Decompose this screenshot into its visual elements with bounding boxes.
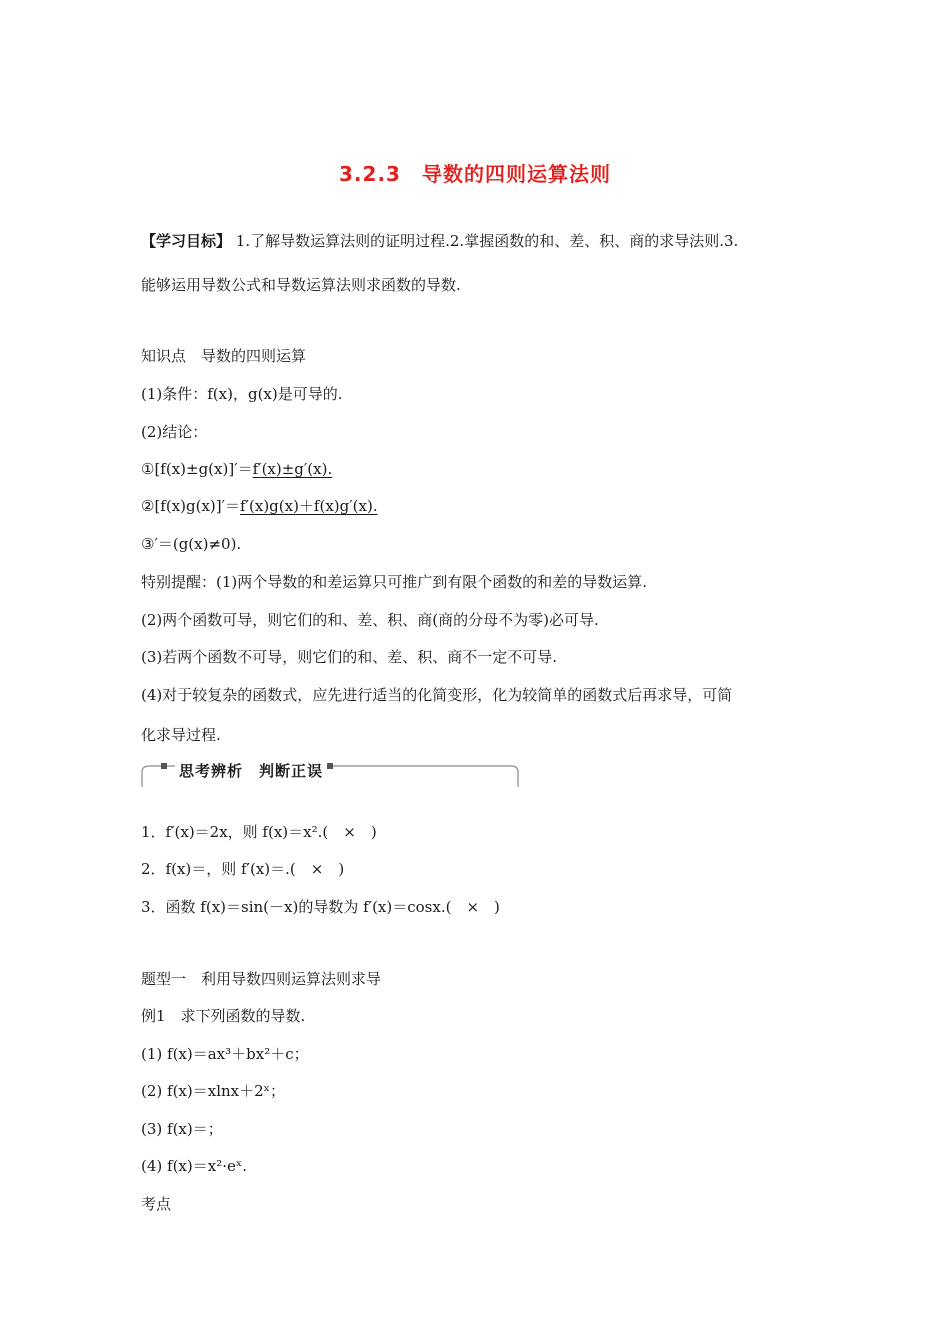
example-item-1: (1) f(x)＝ax³＋bx²＋c； (141, 1045, 309, 1063)
tip-line-4b: 化求导过程. (141, 726, 221, 744)
rule-product-prefix: ②[f(x)g(x)]′＝ (141, 497, 241, 515)
type1-heading: 题型一 利用导数四则运算法则求导 (141, 970, 382, 988)
example-item-4: (4) f(x)＝x²·eˣ. (141, 1157, 247, 1175)
kaodian-label: 考点 (141, 1195, 172, 1213)
objectives-line-1 (141, 231, 738, 251)
tip-line-4a: (4)对于较复杂的函数式，应先进行适当的化简变形，化为较简单的函数式后再求导，可简 (141, 686, 733, 704)
banner-text: 思考辨析 判断正误 (175, 760, 327, 781)
knowledge-condition: (1)条件：f(x)，g(x)是可导的. (141, 385, 343, 403)
example-1: 例1 求下列函数的导数. (141, 1007, 306, 1025)
tip-line-3: (3)若两个函数不可导，则它们的和、差、积、商不一定不可导. (141, 648, 558, 666)
knowledge-conclusion: (2)结论： (141, 423, 208, 441)
example-item-2: (2) f(x)＝xlnx＋2ˣ； (141, 1082, 286, 1100)
rule-quotient: ③′＝(g(x)≠0). (141, 535, 242, 553)
example-item-3: (3) f(x)＝； (141, 1120, 223, 1138)
judgment-1: 1．f′(x)＝2x，则 f(x)＝x².( × ) (141, 823, 377, 841)
rule-product-answer: f′(x)g(x)＋f(x)g′(x). (240, 497, 378, 515)
judgment-3: 3．函数 f(x)＝sin(－x)的导数为 f′(x)＝cosx.( × ) (141, 898, 500, 916)
objectives-text-1: 1.了解导数运算法则的证明过程.2.掌握函数的和、差、积、商的求导法则.3. (235, 232, 739, 250)
knowledge-heading: 知识点 导数的四则运算 (141, 347, 307, 365)
tip-line-2: (2)两个函数可导，则它们的和、差、积、商(商的分母不为零)必可导. (141, 611, 599, 629)
thinking-banner (141, 758, 519, 786)
rule-product (141, 496, 378, 516)
objectives-line-2: 能够运用导数公式和导数运算法则求函数的导数. (141, 276, 461, 294)
judgment-2: 2．f(x)＝，则 f′(x)＝.( × ) (141, 860, 345, 878)
tip-line-1: 特别提醒：(1)两个导数的和差运算只可推广到有限个函数的和差的导数运算. (141, 573, 648, 591)
rule-sum-answer: f′(x)±g′(x). (252, 460, 333, 478)
objectives-label: 【学习目标】 (141, 232, 232, 250)
page-title: 3.2.3 导数的四则运算法则 (339, 162, 611, 186)
rule-sum (141, 459, 332, 479)
rule-sum-prefix: ①[f(x)±g(x)]′＝ (141, 460, 253, 478)
